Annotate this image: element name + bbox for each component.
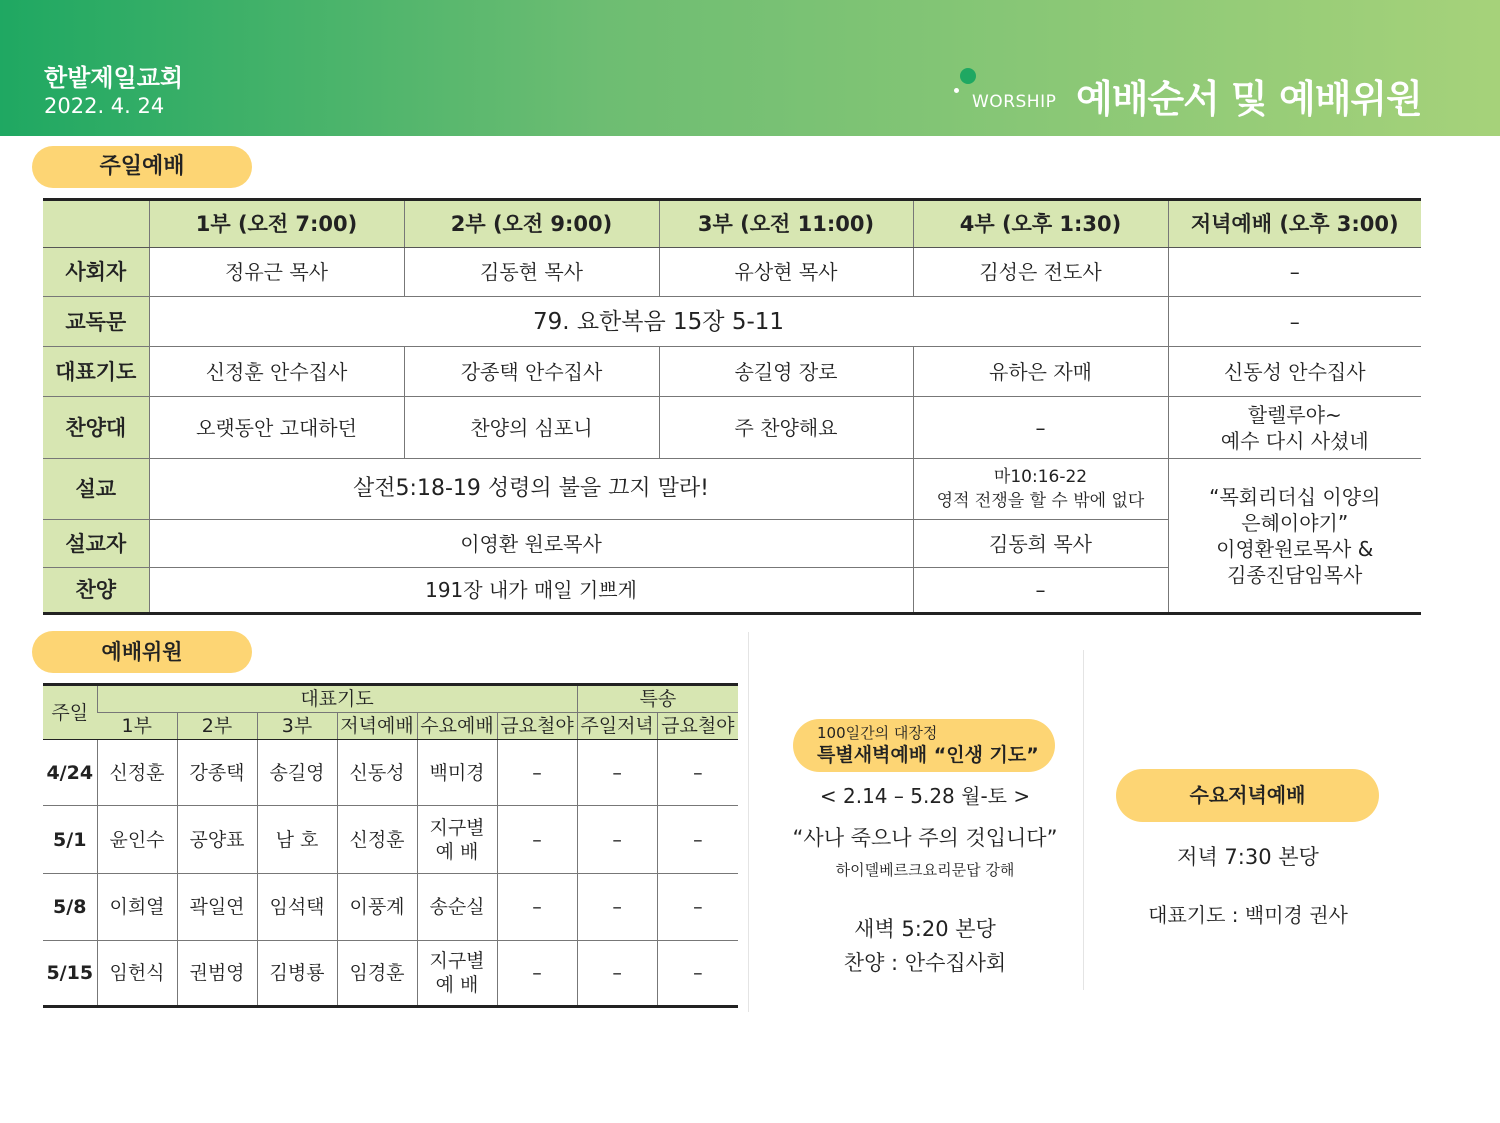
col-header: 3부 (오전 11:00) [659, 200, 913, 248]
divider [1083, 650, 1084, 990]
cell-line: “목회리더십 이양의 [1209, 484, 1381, 509]
col-header: 4부 (오후 1:30) [913, 200, 1168, 248]
church-name: 한밭제일교회 [44, 64, 184, 92]
worship-label: WORSHIP [972, 92, 1057, 112]
table-cell: 정유근 목사 [149, 248, 404, 297]
row-header: 사회자 [43, 248, 149, 297]
table-row [43, 459, 1421, 520]
table-cell: 임석택 [257, 874, 337, 941]
table-cell: – [657, 740, 738, 806]
table-cell: 김성은 전도사 [913, 248, 1168, 297]
special-theme: “사나 죽으나 주의 것입니다” [792, 826, 1058, 850]
cell-line: 마10:16-22 [993, 467, 1088, 487]
row-header: 찬양 [43, 568, 149, 614]
table-cell: 김병룡 [257, 941, 337, 1007]
col-header: 저녁예배 [337, 713, 417, 740]
row-header: 설교 [43, 459, 149, 520]
table-cell: – [577, 941, 657, 1007]
special-pill-title: 특별새벽예배 “인생 기도” [817, 744, 1039, 766]
table-cell: – [497, 874, 577, 941]
cell-line: 할렐루야~ [1247, 402, 1342, 427]
table-cell: 주 찬양해요 [659, 397, 913, 459]
table-cell [1168, 397, 1421, 459]
col-header: 1부 (오전 7:00) [149, 200, 404, 248]
date-cell: 5/8 [43, 874, 97, 941]
table-cell: 유상현 목사 [659, 248, 913, 297]
col-header: 1부 [97, 713, 177, 740]
table-cell: – [577, 740, 657, 806]
wednesday-time: 저녁 7:30 본당 [1177, 845, 1319, 869]
table-cell-merged [1168, 459, 1421, 614]
col-header: 주일저녁 [577, 713, 657, 740]
table-cell: 신정훈 [337, 806, 417, 874]
table-row [43, 347, 1421, 397]
divider [748, 632, 749, 1012]
table-cell: 유하은 자매 [913, 347, 1168, 397]
table-cell: 신동성 안수집사 [1168, 347, 1421, 397]
table-header-row [43, 200, 1421, 248]
table-cell: 백미경 [417, 740, 497, 806]
special-service-pill [793, 719, 1055, 772]
date-cell: 4/24 [43, 740, 97, 806]
table-cell [417, 941, 497, 1007]
committee-table [43, 683, 738, 1008]
table-cell: 강종택 안수집사 [404, 347, 659, 397]
table-cell: 오랫동안 고대하던 [149, 397, 404, 459]
header-banner [0, 0, 1500, 136]
col-header: 3부 [257, 713, 337, 740]
table-cell [417, 806, 497, 874]
table-cell: 신동성 [337, 740, 417, 806]
table-cell: 송길영 [257, 740, 337, 806]
wednesday-prayer: 대표기도 : 백미경 권사 [1148, 903, 1348, 927]
group-header: 특송 [577, 685, 738, 713]
table-cell: – [913, 568, 1168, 614]
table-cell: 강종택 [177, 740, 257, 806]
table-row [43, 806, 738, 874]
table-cell: 191장 내가 매일 기쁘게 [149, 568, 913, 614]
cell-line: 지구별 [429, 950, 485, 972]
worship-small-dot-icon [954, 88, 959, 93]
table-cell: 살전5:18-19 성령의 불을 끄지 말라! [149, 459, 913, 520]
table-cell: – [657, 941, 738, 1007]
table-row [43, 941, 738, 1007]
date-cell: 5/15 [46, 962, 94, 984]
table-cell: – [1168, 297, 1421, 347]
cell-line: 예수 다시 사셨네 [1220, 428, 1369, 453]
page-title: 예배순서 및 예배위원 [1076, 77, 1422, 121]
table-cell: 공양표 [177, 806, 257, 874]
col-header: 금요철야 [657, 713, 738, 740]
col-header: 금요철야 [497, 713, 577, 740]
table-cell: – [497, 941, 577, 1007]
table-cell: 송길영 장로 [659, 347, 913, 397]
special-subtitle: 하이델베르크요리문답 강해 [835, 861, 1015, 879]
wednesday-pill: 수요저녁예배 [1116, 769, 1379, 822]
group-header: 대표기도 [97, 685, 577, 713]
cell-line: 영적 전쟁을 할 수 밖에 없다 [936, 491, 1145, 511]
table-cell: 이풍계 [337, 874, 417, 941]
table-cell: 남 호 [257, 806, 337, 874]
table-cell: 신정훈 [97, 740, 177, 806]
table-cell: 이희열 [97, 874, 177, 941]
table-header-row [43, 713, 738, 740]
table-cell: 임경훈 [337, 941, 417, 1007]
table-cell: 권범영 [177, 941, 257, 1007]
table-row [43, 297, 1421, 347]
sunday-section-label: 주일예배 [32, 146, 252, 188]
table-cell: – [657, 806, 738, 874]
table-cell: – [497, 806, 577, 874]
table-cell: 79. 요한복음 15장 5-11 [149, 297, 1168, 347]
table-cell: 김동현 목사 [404, 248, 659, 297]
table-cell: 김동희 목사 [913, 520, 1168, 568]
col-header: 저녁예배 (오후 3:00) [1168, 200, 1421, 248]
table-row [43, 397, 1421, 459]
cell-line: 이영환원로목사 & [1216, 536, 1374, 561]
sunday-worship-table [43, 198, 1421, 615]
special-time: 새벽 5:20 본당 [854, 917, 996, 941]
table-cell: 윤인수 [97, 806, 177, 874]
special-music: 찬양 : 안수집사회 [843, 951, 1007, 975]
table-cell: – [577, 806, 657, 874]
row-header: 찬양대 [43, 397, 149, 459]
table-cell: – [657, 874, 738, 941]
bulletin-date: 2022. 4. 24 [44, 94, 165, 118]
corner-cell [43, 200, 149, 248]
cell-line: 은혜이야기” [1241, 510, 1349, 535]
table-cell: 곽일연 [177, 874, 257, 941]
col-header: 2부 [177, 713, 257, 740]
table-cell: – [1168, 248, 1421, 297]
table-row [43, 874, 738, 941]
table-cell: 송순실 [417, 874, 497, 941]
table-cell: – [497, 740, 577, 806]
table-cell: 찬양의 심포니 [404, 397, 659, 459]
date-cell: 5/1 [43, 806, 97, 874]
row-header: 설교자 [43, 520, 149, 568]
worship-dot-icon [960, 68, 976, 84]
table-cell [913, 459, 1168, 520]
table-row [43, 248, 1421, 297]
cell-line: 예 배 [435, 974, 479, 996]
table-row [43, 740, 738, 806]
special-period: < 2.14 – 5.28 월-토 > [819, 784, 1031, 808]
special-pill-small: 100일간의 대장정 [817, 724, 938, 742]
table-cell: 이영환 원로목사 [149, 520, 913, 568]
col-header: 주일 [43, 685, 97, 740]
table-cell: – [577, 874, 657, 941]
table-cell: 신정훈 안수집사 [149, 347, 404, 397]
table-cell: 임헌식 [97, 941, 177, 1007]
row-header: 대표기도 [43, 347, 149, 397]
table-header-row [43, 685, 738, 713]
table-cell: – [913, 397, 1168, 459]
col-header: 수요예배 [417, 713, 497, 740]
row-header: 교독문 [43, 297, 149, 347]
cell-line: 지구별 [429, 816, 485, 839]
cell-line: 김종진담임목사 [1227, 562, 1363, 587]
cell-line: 예 배 [435, 840, 479, 863]
committee-section-label: 예배위원 [32, 631, 252, 673]
col-header: 2부 (오전 9:00) [404, 200, 659, 248]
